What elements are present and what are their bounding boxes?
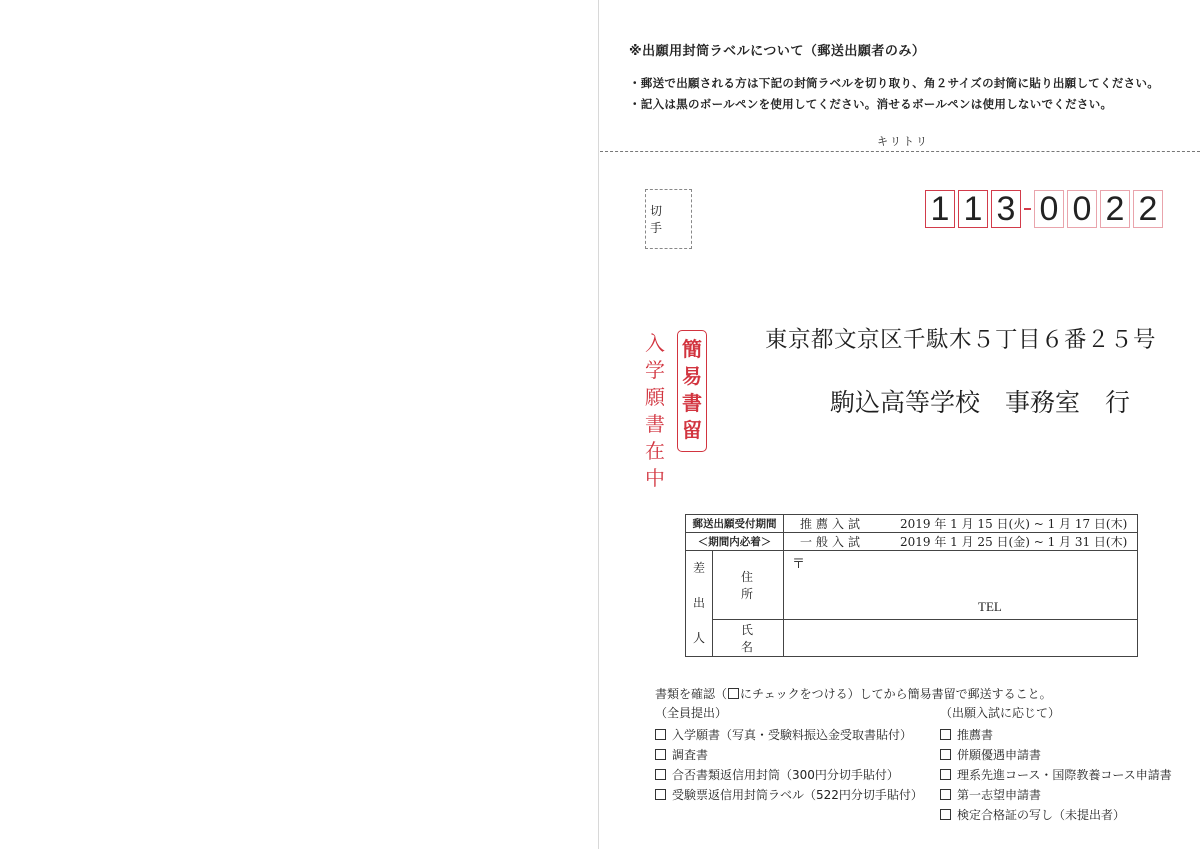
enclosure-label	[643, 330, 667, 492]
postal-mark: 〒	[792, 557, 806, 572]
check-item[interactable]	[940, 804, 1172, 824]
sender-form	[685, 514, 1138, 657]
notice-title: ※出願用封筒ラベルについて（郵送出願者のみ）	[629, 44, 926, 59]
checkbox-sample-icon	[728, 688, 739, 699]
arrival-note: ＜期間内必着＞	[686, 533, 784, 551]
check-item[interactable]	[940, 724, 1172, 744]
recipient-address: 東京都文京区千駄木５丁目６番２５号	[765, 327, 1157, 353]
fold-line	[598, 0, 599, 849]
registered-mail-label	[677, 330, 707, 452]
enclosure-char: 在	[645, 439, 665, 463]
tel-label: TEL	[978, 599, 1002, 614]
check-item-label: 理系先進コース・国際教養コース申請書	[957, 767, 1172, 782]
checklist-all-header: （全員提出）	[655, 706, 728, 720]
registered-char: 留	[682, 418, 702, 442]
name-label: 氏 名	[713, 620, 784, 657]
check-item-label: 受験票返信用封筒ラベル（522円分切手貼付）	[672, 787, 923, 802]
checkbox[interactable]	[940, 749, 951, 760]
checkbox[interactable]	[940, 789, 951, 800]
period-type: 推薦入試	[800, 517, 865, 531]
check-item[interactable]	[655, 724, 923, 744]
check-item-label: 調査書	[672, 747, 709, 762]
sender-label	[686, 551, 713, 657]
postal-digit: 0	[1034, 190, 1064, 228]
address-field[interactable]	[784, 551, 1138, 620]
check-item[interactable]	[655, 784, 923, 804]
checkbox[interactable]	[940, 729, 951, 740]
postal-digit: 1	[925, 190, 955, 228]
postal-digit: 3	[991, 190, 1021, 228]
postal-digit: 0	[1067, 190, 1097, 228]
period-header: 郵送出願受付期間	[686, 515, 784, 533]
period-dates: 2019 年 1 月 25 日(金) ~ 1 月 31 日(木)	[900, 535, 1128, 549]
enclosure-char: 入	[645, 331, 665, 355]
notice-line-2: ・記入は黒のボールペンを使用してください。消せるボールペンは使用しないでください。	[629, 97, 1113, 111]
checkbox[interactable]	[655, 749, 666, 760]
checklist-cond-header: （出願入試に応じて）	[940, 706, 1061, 720]
checkbox[interactable]	[655, 789, 666, 800]
intro-text: にチェックをつける）してから簡易書留で郵送すること。	[740, 687, 1052, 701]
checkbox[interactable]	[940, 809, 951, 820]
check-item-label: 第一志望申請書	[957, 787, 1042, 802]
postal-digit: 1	[958, 190, 988, 228]
check-item[interactable]	[940, 764, 1172, 784]
period-type: 一般入試	[800, 535, 865, 549]
checklist-intro	[655, 685, 1052, 702]
check-item-label: 合否書類返信用封筒（300円分切手貼付）	[672, 767, 899, 782]
registered-char: 簡	[682, 337, 702, 361]
check-item-label: 入学願書（写真・受験料振込金受取書貼付）	[672, 727, 913, 742]
check-item[interactable]	[940, 784, 1172, 804]
postal-digit: 2	[1133, 190, 1163, 228]
check-item-label: 併願優遇申請書	[957, 747, 1042, 762]
sender-char: 出	[692, 596, 705, 610]
enclosure-char: 願	[645, 385, 665, 409]
enclosure-char: 学	[645, 358, 665, 382]
enclosure-char: 中	[645, 466, 665, 490]
postal-digit: 2	[1100, 190, 1130, 228]
stamp-area: 切 手	[645, 189, 692, 249]
period-row	[784, 515, 1138, 533]
check-item[interactable]	[655, 744, 923, 764]
postal-code	[925, 190, 1166, 228]
intro-text: 書類を確認（	[655, 687, 728, 701]
checklist-all	[655, 704, 923, 804]
cut-line	[600, 151, 1200, 152]
notice-line-1: ・郵送で出願される方は下記の封筒ラベルを切り取り、角２サイズの封筒に貼り出願してください。	[629, 76, 1160, 90]
name-field[interactable]	[784, 620, 1138, 657]
check-item-label: 検定合格証の写し（未提出者）	[957, 807, 1126, 822]
period-dates: 2019 年 1 月 15 日(火) ~ 1 月 17 日(木)	[900, 517, 1128, 531]
check-item-label: 推薦書	[957, 727, 994, 742]
checkbox[interactable]	[940, 769, 951, 780]
recipient-school: 駒込高等学校 事務室 行	[830, 388, 1131, 417]
period-row	[784, 533, 1138, 551]
check-item[interactable]	[940, 744, 1172, 764]
postal-dash	[1024, 208, 1031, 210]
checkbox[interactable]	[655, 769, 666, 780]
cut-label: キリトリ	[877, 135, 929, 148]
checklist-conditional	[940, 704, 1172, 824]
sender-char: 人	[692, 631, 705, 645]
address-label: 住 所	[713, 551, 784, 620]
sender-char: 差	[692, 561, 705, 575]
registered-char: 易	[682, 364, 702, 388]
enclosure-char: 書	[645, 412, 665, 436]
checkbox[interactable]	[655, 729, 666, 740]
check-item[interactable]	[655, 764, 923, 784]
registered-char: 書	[682, 391, 702, 415]
